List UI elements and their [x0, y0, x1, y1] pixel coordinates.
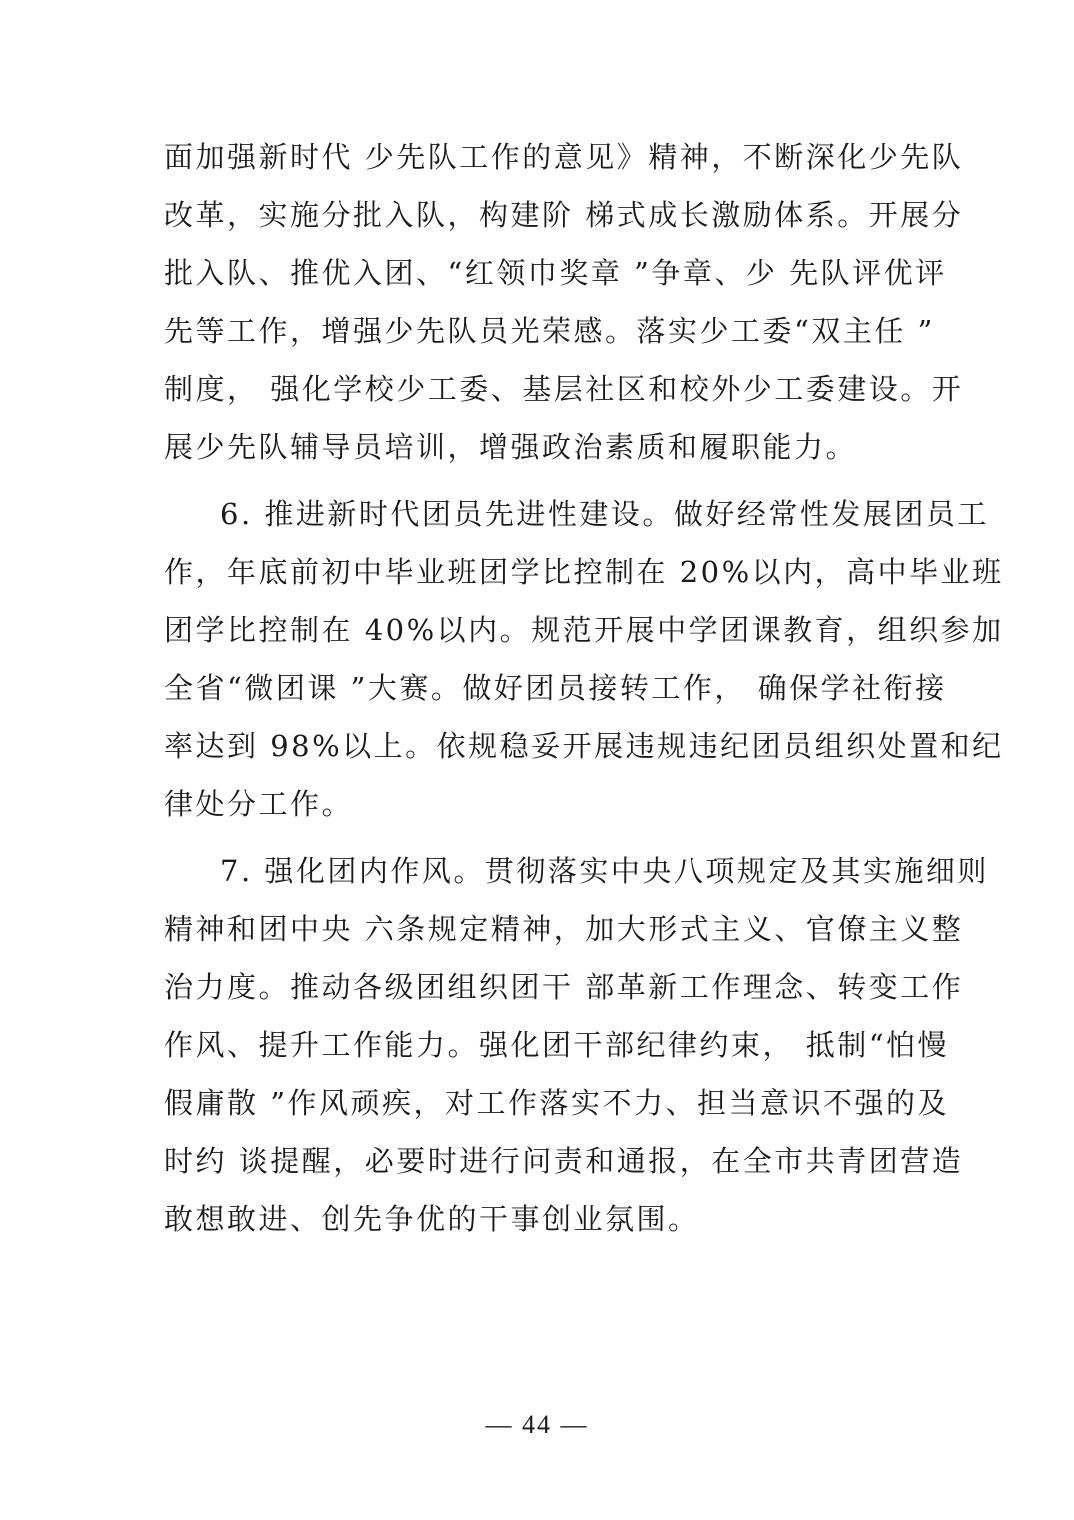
text-line: 率达到 98%以上。依规稳妥开展违规违纪团员组织处置和纪: [164, 729, 1004, 763]
text-line: 7. 强化团内作风。贯彻落实中央八项规定及其实施细则: [220, 854, 989, 888]
text-line: 团学比控制在 40%以内。规范开展中学团课教育，组织参加: [164, 613, 1004, 647]
text-line: 治力度。推动各级团组织团干 部革新工作理念、转变工作: [164, 970, 964, 1004]
text-line: 敢想敢进、创先争优的干事创业氛围。: [164, 1202, 700, 1236]
text-line: 制度， 强化学校少工委、基层社区和校外少工委建设。开: [164, 372, 964, 406]
text-line: 6. 推进新时代团员先进性建设。做好经常性发展团员工: [220, 497, 989, 531]
text-line: 面加强新时代 少先队工作的意见》精神，不断深化少先队: [164, 140, 964, 174]
text-line: 改革，实施分批入队，构建阶 梯式成长激励体系。开展分: [164, 198, 964, 232]
text-line: 先等工作，增强少先队员光荣感。落实少工委“双主任 ”: [164, 314, 935, 348]
text-line: 时约 谈提醒，必要时进行问责和通报，在全市共青团营造: [164, 1144, 964, 1178]
page-number: — 44 —: [485, 1410, 589, 1439]
text-line: 精神和团中央 六条规定精神，加大形式主义、官僚主义整: [164, 912, 964, 946]
body-text: [164, 128, 1004, 1248]
text-line: 全省“微团课 ”大赛。做好团员接转工作， 确保学社衔接: [164, 671, 947, 705]
text-line: 展少先队辅导员培训，增强政治素质和履职能力。: [164, 430, 858, 464]
text-line: 作风、提升工作能力。强化团干部纪律约束， 抵制“怕慢: [164, 1028, 950, 1062]
text-line: 律处分工作。: [164, 787, 354, 821]
text-line: 假庸散 ”作风顽疾，对工作落实不力、担当意识不强的及: [164, 1086, 950, 1120]
text-line: 批入队、推优入团、“红领巾奖章 ”争章、少 先队评优评: [164, 256, 947, 290]
text-line: 作，年底前初中毕业班团学比控制在 20%以内，高中毕业班: [164, 555, 1004, 589]
